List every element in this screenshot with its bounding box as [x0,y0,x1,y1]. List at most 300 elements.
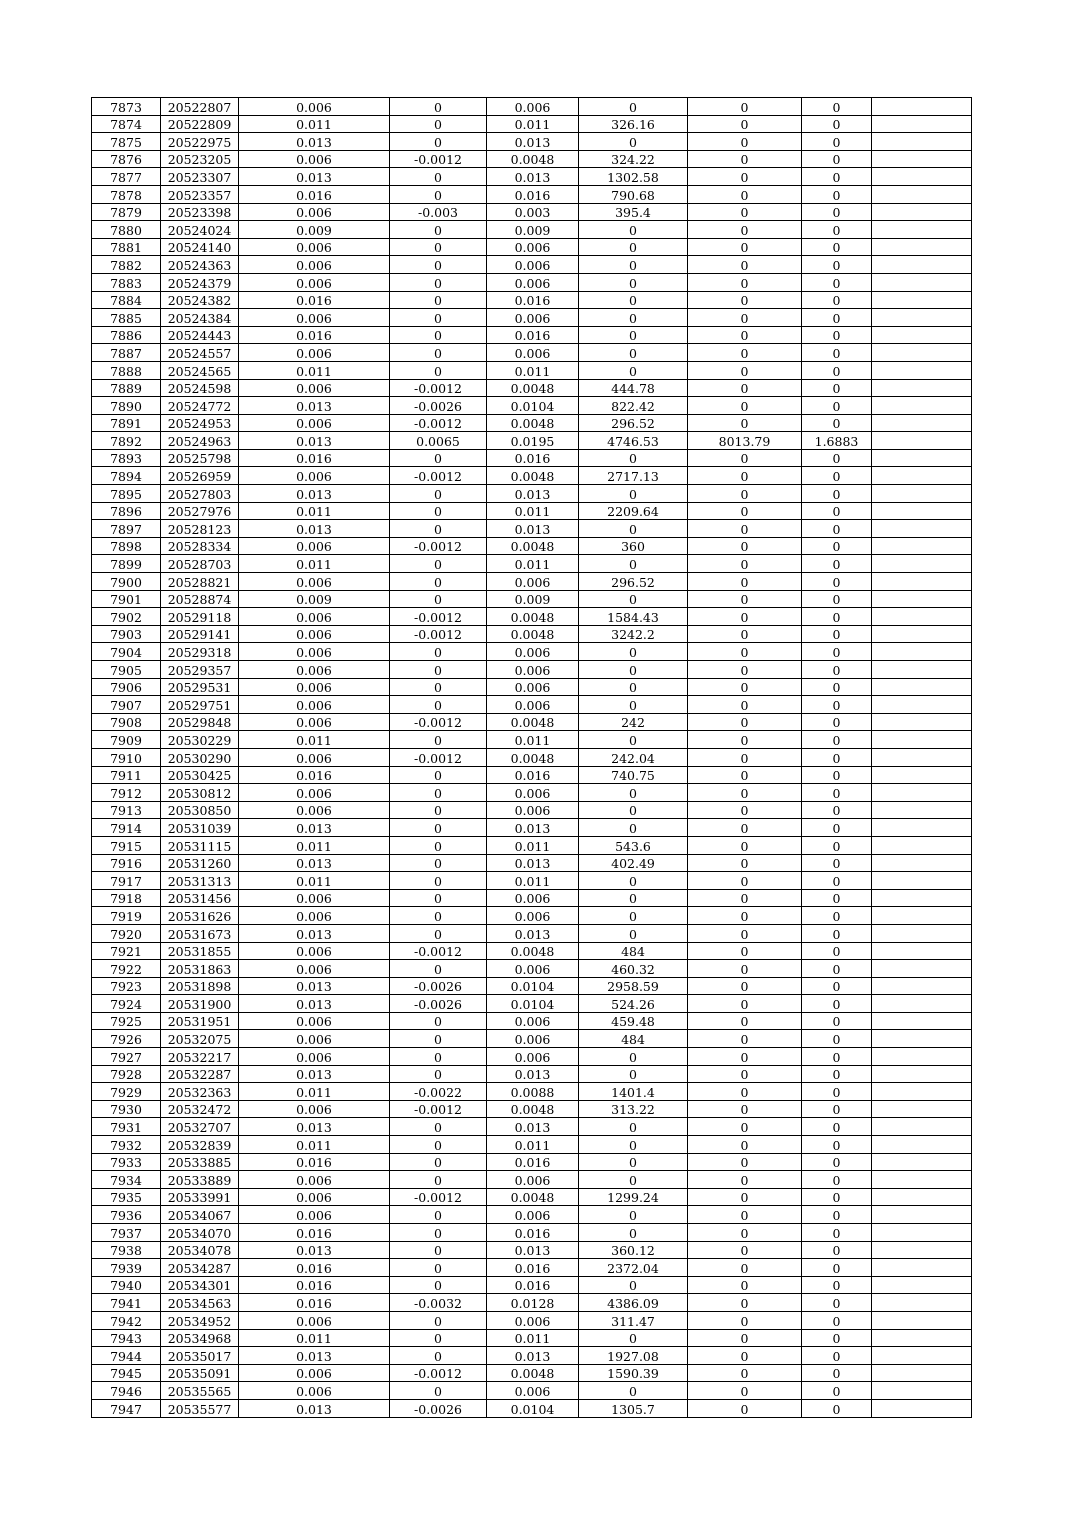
net-rate-cell: 0.0104 [487,995,579,1013]
net-rate-cell: 0.0048 [487,748,579,766]
table-row [92,854,972,872]
row-number-cell: 7923 [92,977,161,995]
table-row [92,731,972,749]
table-row [92,1224,972,1242]
net-rate-cell: 0.013 [487,520,579,538]
ratio-cell: 0 [802,1083,872,1101]
amount-cell: 0 [579,221,688,239]
adjustment-cell: 0 [390,801,487,819]
rate-cell: 0.006 [239,1364,390,1382]
empty-cell [872,608,972,626]
adjustment-cell: 0 [390,924,487,942]
adjustment-cell: 0 [390,731,487,749]
row-number-cell: 7942 [92,1311,161,1329]
account-id-cell: 20529848 [161,713,239,731]
rate-cell: 0.006 [239,309,390,327]
amount-cell: 0 [579,326,688,344]
ratio-cell: 0 [802,1276,872,1294]
account-id-cell: 20524557 [161,344,239,362]
net-rate-cell: 0.016 [487,766,579,784]
table-row [92,889,972,907]
empty-cell [872,502,972,520]
amount-cell: 0 [579,889,688,907]
adjustment-cell: 0 [390,1065,487,1083]
amount-cell: 444.78 [579,379,688,397]
ratio-cell: 0 [802,502,872,520]
net-rate-cell: 0.0048 [487,942,579,960]
amount-cell: 0 [579,273,688,291]
table-row [92,1206,972,1224]
ratio-cell: 0 [802,168,872,186]
value-cell: 0 [688,1188,802,1206]
account-id-cell: 20531626 [161,907,239,925]
row-number-cell: 7878 [92,185,161,203]
adjustment-cell: 0 [390,502,487,520]
account-id-cell: 20529118 [161,608,239,626]
amount-cell: 0 [579,678,688,696]
ratio-cell: 0 [802,907,872,925]
adjustment-cell: 0 [390,1329,487,1347]
rate-cell: 0.006 [239,748,390,766]
rate-cell: 0.006 [239,1100,390,1118]
adjustment-cell: 0 [390,185,487,203]
row-number-cell: 7897 [92,520,161,538]
value-cell: 0 [688,133,802,151]
amount-cell: 460.32 [579,960,688,978]
value-cell: 0 [688,748,802,766]
ratio-cell: 0 [802,995,872,1013]
rate-cell: 0.006 [239,414,390,432]
ratio-cell: 0 [802,1136,872,1154]
value-cell: 0 [688,1347,802,1365]
net-rate-cell: 0.011 [487,872,579,890]
amount-cell: 0 [579,256,688,274]
adjustment-cell: -0.0012 [390,1188,487,1206]
value-cell: 0 [688,1100,802,1118]
empty-cell [872,467,972,485]
rate-cell: 0.006 [239,379,390,397]
rate-cell: 0.011 [239,1083,390,1101]
value-cell: 0 [688,520,802,538]
rate-cell: 0.013 [239,485,390,503]
ratio-cell: 0 [802,150,872,168]
table-row [92,326,972,344]
value-cell: 0 [688,1048,802,1066]
net-rate-cell: 0.011 [487,1329,579,1347]
adjustment-cell: 0 [390,907,487,925]
table-row [92,309,972,327]
net-rate-cell: 0.0088 [487,1083,579,1101]
adjustment-cell: 0 [390,573,487,591]
account-id-cell: 20522807 [161,98,239,116]
value-cell: 0 [688,1224,802,1242]
net-rate-cell: 0.006 [487,1311,579,1329]
adjustment-cell: 0 [390,256,487,274]
ratio-cell: 0 [802,661,872,679]
row-number-cell: 7924 [92,995,161,1013]
account-id-cell: 20523398 [161,203,239,221]
value-cell: 0 [688,590,802,608]
row-number-cell: 7941 [92,1294,161,1312]
table-row [92,1171,972,1189]
net-rate-cell: 0.0048 [487,467,579,485]
table-row [92,924,972,942]
account-id-cell: 20528334 [161,537,239,555]
net-rate-cell: 0.006 [487,1206,579,1224]
net-rate-cell: 0.013 [487,1118,579,1136]
empty-cell [872,221,972,239]
table-row [92,748,972,766]
value-cell: 0 [688,1259,802,1277]
ratio-cell: 0 [802,625,872,643]
adjustment-cell: 0 [390,1224,487,1242]
account-id-cell: 20529751 [161,696,239,714]
amount-cell: 360 [579,537,688,555]
account-id-cell: 20528874 [161,590,239,608]
table-row [92,485,972,503]
account-id-cell: 20535577 [161,1399,239,1417]
empty-cell [872,1188,972,1206]
table-row [92,819,972,837]
adjustment-cell: 0 [390,819,487,837]
row-number-cell: 7925 [92,1012,161,1030]
account-id-cell: 20531456 [161,889,239,907]
net-rate-cell: 0.0104 [487,1399,579,1417]
ratio-cell: 0 [802,98,872,116]
rate-cell: 0.006 [239,344,390,362]
rate-cell: 0.006 [239,1382,390,1400]
empty-cell [872,1276,972,1294]
net-rate-cell: 0.0048 [487,414,579,432]
table-row [92,801,972,819]
adjustment-cell: 0 [390,1153,487,1171]
table-row [92,977,972,995]
row-number-cell: 7944 [92,1347,161,1365]
empty-cell [872,995,972,1013]
table-row [92,555,972,573]
adjustment-cell: 0 [390,291,487,309]
rate-cell: 0.006 [239,203,390,221]
adjustment-cell: -0.0012 [390,1100,487,1118]
account-id-cell: 20524953 [161,414,239,432]
table-row [92,1241,972,1259]
adjustment-cell: 0 [390,115,487,133]
empty-cell [872,133,972,151]
ratio-cell: 0 [802,1171,872,1189]
empty-cell [872,573,972,591]
row-number-cell: 7889 [92,379,161,397]
adjustment-cell: 0 [390,1259,487,1277]
amount-cell: 484 [579,1030,688,1048]
value-cell: 0 [688,397,802,415]
table-row [92,678,972,696]
value-cell: 0 [688,555,802,573]
table-row [92,1083,972,1101]
account-id-cell: 20532363 [161,1083,239,1101]
account-id-cell: 20534067 [161,1206,239,1224]
empty-cell [872,696,972,714]
net-rate-cell: 0.013 [487,485,579,503]
ratio-cell: 0 [802,449,872,467]
rate-cell: 0.013 [239,819,390,837]
adjustment-cell: 0 [390,1171,487,1189]
table-row [92,608,972,626]
empty-cell [872,449,972,467]
rate-cell: 0.016 [239,1224,390,1242]
value-cell: 0 [688,1329,802,1347]
amount-cell: 0 [579,291,688,309]
adjustment-cell: 0 [390,361,487,379]
ratio-cell: 0 [802,1347,872,1365]
amount-cell: 0 [579,784,688,802]
row-number-cell: 7890 [92,397,161,415]
rate-cell: 0.006 [239,696,390,714]
adjustment-cell: 0 [390,678,487,696]
amount-cell: 822.42 [579,397,688,415]
table-row [92,221,972,239]
account-id-cell: 20534078 [161,1241,239,1259]
account-id-cell: 20530812 [161,784,239,802]
ratio-cell: 0 [802,942,872,960]
account-id-cell: 20524379 [161,273,239,291]
row-number-cell: 7935 [92,1188,161,1206]
adjustment-cell: 0 [390,273,487,291]
amount-cell: 0 [579,1118,688,1136]
account-id-cell: 20531898 [161,977,239,995]
value-cell: 0 [688,467,802,485]
amount-cell: 740.75 [579,766,688,784]
value-cell: 0 [688,168,802,186]
rate-cell: 0.006 [239,1048,390,1066]
adjustment-cell: 0 [390,590,487,608]
account-id-cell: 20533991 [161,1188,239,1206]
rate-cell: 0.011 [239,1136,390,1154]
value-cell: 0 [688,1276,802,1294]
row-number-cell: 7926 [92,1030,161,1048]
net-rate-cell: 0.006 [487,573,579,591]
account-id-cell: 20534301 [161,1276,239,1294]
ratio-cell: 0 [802,590,872,608]
value-cell: 0 [688,1118,802,1136]
value-cell: 0 [688,1171,802,1189]
account-id-cell: 20532217 [161,1048,239,1066]
net-rate-cell: 0.016 [487,291,579,309]
value-cell: 0 [688,801,802,819]
table-row [92,1329,972,1347]
account-id-cell: 20532472 [161,1100,239,1118]
amount-cell: 1590.39 [579,1364,688,1382]
ratio-cell: 0 [802,573,872,591]
ratio-cell: 0 [802,1030,872,1048]
empty-cell [872,309,972,327]
rate-cell: 0.006 [239,573,390,591]
amount-cell: 524.26 [579,995,688,1013]
table-row [92,942,972,960]
adjustment-cell: 0 [390,168,487,186]
account-id-cell: 20531863 [161,960,239,978]
adjustment-cell: 0 [390,326,487,344]
empty-cell [872,1048,972,1066]
net-rate-cell: 0.006 [487,643,579,661]
net-rate-cell: 0.006 [487,801,579,819]
row-number-cell: 7913 [92,801,161,819]
table-row [92,696,972,714]
row-number-cell: 7931 [92,1118,161,1136]
value-cell: 0 [688,150,802,168]
account-id-cell: 20522809 [161,115,239,133]
table-row [92,185,972,203]
amount-cell: 0 [579,309,688,327]
rate-cell: 0.006 [239,889,390,907]
net-rate-cell: 0.011 [487,731,579,749]
row-number-cell: 7904 [92,643,161,661]
row-number-cell: 7884 [92,291,161,309]
rate-cell: 0.006 [239,608,390,626]
adjustment-cell: 0 [390,766,487,784]
ratio-cell: 0 [802,555,872,573]
ratio-cell: 0 [802,414,872,432]
rate-cell: 0.006 [239,467,390,485]
empty-cell [872,801,972,819]
adjustment-cell: -0.0012 [390,713,487,731]
value-cell: 0 [688,1206,802,1224]
rate-cell: 0.016 [239,1153,390,1171]
row-number-cell: 7940 [92,1276,161,1294]
account-id-cell: 20528703 [161,555,239,573]
net-rate-cell: 0.016 [487,449,579,467]
rate-cell: 0.013 [239,432,390,450]
net-rate-cell: 0.0048 [487,150,579,168]
amount-cell: 1927.08 [579,1347,688,1365]
account-id-cell: 20531039 [161,819,239,837]
value-cell: 0 [688,907,802,925]
empty-cell [872,942,972,960]
net-rate-cell: 0.013 [487,133,579,151]
rate-cell: 0.011 [239,872,390,890]
value-cell: 0 [688,854,802,872]
row-number-cell: 7910 [92,748,161,766]
empty-cell [872,1100,972,1118]
adjustment-cell: -0.0012 [390,748,487,766]
empty-cell [872,872,972,890]
empty-cell [872,1030,972,1048]
row-number-cell: 7901 [92,590,161,608]
account-id-cell: 20530425 [161,766,239,784]
amount-cell: 1401.4 [579,1083,688,1101]
ratio-cell: 0 [802,185,872,203]
rate-cell: 0.016 [239,291,390,309]
rate-cell: 0.006 [239,256,390,274]
table-row [92,1276,972,1294]
adjustment-cell: 0 [390,872,487,890]
adjustment-cell: -0.0012 [390,942,487,960]
row-number-cell: 7908 [92,713,161,731]
account-id-cell: 20525798 [161,449,239,467]
value-cell: 0 [688,256,802,274]
amount-cell: 1584.43 [579,608,688,626]
value-cell: 0 [688,326,802,344]
rate-cell: 0.006 [239,1030,390,1048]
ratio-cell: 0 [802,115,872,133]
net-rate-cell: 0.006 [487,678,579,696]
adjustment-cell: 0 [390,1276,487,1294]
empty-cell [872,590,972,608]
ratio-cell: 0 [802,1399,872,1417]
value-cell: 0 [688,924,802,942]
table-row [92,1100,972,1118]
amount-cell: 0 [579,1171,688,1189]
amount-cell: 0 [579,872,688,890]
empty-cell [872,889,972,907]
adjustment-cell: 0 [390,1311,487,1329]
value-cell: 0 [688,273,802,291]
value-cell: 0 [688,960,802,978]
adjustment-cell: 0 [390,221,487,239]
value-cell: 0 [688,537,802,555]
net-rate-cell: 0.0048 [487,608,579,626]
net-rate-cell: 0.006 [487,784,579,802]
net-rate-cell: 0.011 [487,555,579,573]
account-id-cell: 20530850 [161,801,239,819]
net-rate-cell: 0.011 [487,361,579,379]
ratio-cell: 0 [802,1224,872,1242]
account-id-cell: 20524382 [161,291,239,309]
account-id-cell: 20523357 [161,185,239,203]
amount-cell: 0 [579,1153,688,1171]
net-rate-cell: 0.0048 [487,713,579,731]
account-id-cell: 20529531 [161,678,239,696]
table-row [92,1259,972,1277]
net-rate-cell: 0.006 [487,309,579,327]
rate-cell: 0.011 [239,361,390,379]
table-row [92,1311,972,1329]
adjustment-cell: -0.0026 [390,977,487,995]
row-number-cell: 7907 [92,696,161,714]
table-row [92,273,972,291]
ratio-cell: 0 [802,977,872,995]
empty-cell [872,485,972,503]
ratio-cell: 0 [802,1241,872,1259]
adjustment-cell: -0.0026 [390,1399,487,1417]
adjustment-cell: 0 [390,1206,487,1224]
ratio-cell: 0 [802,1100,872,1118]
value-cell: 0 [688,784,802,802]
net-rate-cell: 0.006 [487,960,579,978]
ratio-cell: 0 [802,1329,872,1347]
empty-cell [872,713,972,731]
table-row [92,379,972,397]
ratio-cell: 0 [802,872,872,890]
ratio-cell: 0 [802,379,872,397]
row-number-cell: 7917 [92,872,161,890]
row-number-cell: 7898 [92,537,161,555]
table-row [92,836,972,854]
table-row [92,872,972,890]
net-rate-cell: 0.0048 [487,1364,579,1382]
account-id-cell: 20529141 [161,625,239,643]
table-row [92,291,972,309]
amount-cell: 0 [579,555,688,573]
amount-cell: 311.47 [579,1311,688,1329]
row-number-cell: 7916 [92,854,161,872]
net-rate-cell: 0.016 [487,185,579,203]
net-rate-cell: 0.013 [487,819,579,837]
adjustment-cell: 0 [390,960,487,978]
table-row [92,1136,972,1154]
rate-cell: 0.013 [239,924,390,942]
net-rate-cell: 0.006 [487,1012,579,1030]
rate-cell: 0.013 [239,168,390,186]
